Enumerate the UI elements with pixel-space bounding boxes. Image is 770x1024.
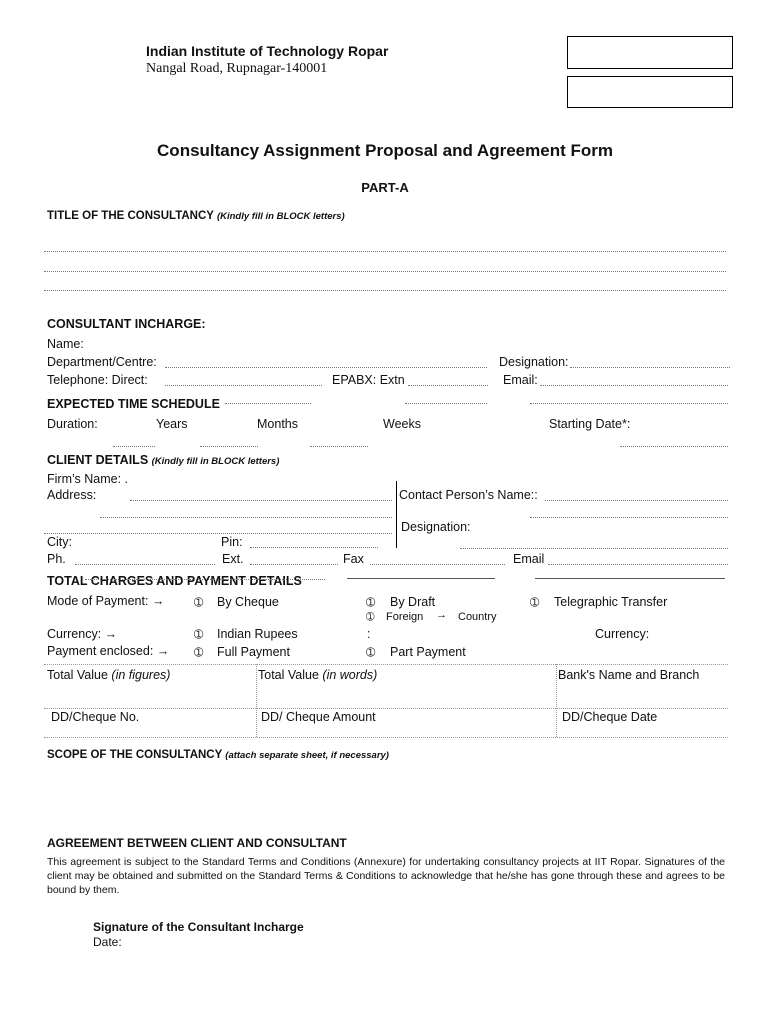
agreement-heading: AGREEMENT BETWEEN CLIENT AND CONSULTANT <box>47 836 347 850</box>
mode-of-payment-label: Mode of Payment: → <box>47 594 165 608</box>
contact-person-label: Contact Person’s Name:: <box>399 488 538 502</box>
address-field-2[interactable] <box>100 517 392 518</box>
city-label: City: <box>47 535 72 549</box>
client-designation-field[interactable] <box>460 548 728 549</box>
contact-person-field[interactable] <box>545 500 728 501</box>
signature-label: Signature of the Consultant Incharge <box>93 920 304 934</box>
telephone-label: Telephone: Direct: <box>47 373 148 387</box>
ext-label: Ext. <box>222 552 244 566</box>
epabx-label: EPABX: Extn <box>332 373 405 387</box>
client-heading: CLIENT DETAILS (Kindly fill in BLOCK letters) <box>47 453 280 467</box>
institute-name: Indian Institute of Technology Ropar <box>146 43 389 59</box>
client-divider <box>396 481 397 548</box>
indian-rupees-radio[interactable]: ➀ <box>194 628 204 641</box>
scope-heading: SCOPE OF THE CONSULTANCY (attach separate sheet, if necessary) <box>47 749 389 761</box>
charges-line-c <box>535 578 725 579</box>
foreign-label: Foreign <box>386 611 424 623</box>
foreign-radio[interactable]: ➀ <box>366 612 375 623</box>
department-label: Department/Centre: <box>47 355 157 369</box>
schedule-heading: EXPECTED TIME SCHEDULE <box>47 397 220 411</box>
payment-enclosed-label: Payment enclosed: → <box>47 644 170 658</box>
part-payment-label: Part Payment <box>390 645 466 659</box>
institute-address: Nangal Road, Rupnagar-140001 <box>146 61 328 76</box>
form-title: Consultancy Assignment Proposal and Agreement Form <box>157 141 613 160</box>
fax-field[interactable] <box>370 564 505 565</box>
months-field[interactable] <box>200 446 258 447</box>
table-col-divider-2 <box>556 664 557 737</box>
currency-colon: : <box>367 627 371 641</box>
schedule-line-c <box>530 403 728 404</box>
schedule-line-b <box>405 403 487 404</box>
full-payment-radio[interactable]: ➀ <box>194 646 204 659</box>
years-label: Years <box>156 417 188 431</box>
title-line-3[interactable] <box>44 290 726 291</box>
phone-field[interactable] <box>75 564 215 565</box>
dd-date-header: DD/Cheque Date <box>562 710 658 724</box>
schedule-line-a <box>225 403 311 404</box>
scope-note: (attach separate sheet, if necessary) <box>225 750 389 761</box>
department-field[interactable] <box>165 367 487 368</box>
email-field[interactable] <box>540 385 728 386</box>
client-email-field[interactable] <box>548 564 728 565</box>
email-label: Email: <box>503 373 538 387</box>
dd-number-header: DD/Cheque No. <box>51 710 140 724</box>
by-draft-label: By Draft <box>390 595 436 609</box>
dd-amount-header: DD/ Cheque Amount <box>261 710 376 724</box>
table-col-divider-1 <box>256 664 257 737</box>
firm-name-label: Firm’s Name: . <box>47 472 129 486</box>
agreement-text: This agreement is subject to the Standard Terms and Conditions (Annexure) for undertaking consultancy projects at IIT Ropar. Signatures of the client may be obtained and submitted on the Standard Terms & Conditions to acknowledge that he/she has gone through these and agrees to be bound by them. <box>47 856 725 896</box>
months-label: Months <box>257 417 298 431</box>
table-top-border <box>44 664 728 665</box>
arrow-icon: → <box>436 609 447 621</box>
weeks-field[interactable] <box>310 446 368 447</box>
starting-date-field[interactable] <box>620 446 728 447</box>
total-words-header: Total Value (in words) <box>258 668 378 682</box>
full-payment-label: Full Payment <box>217 645 290 659</box>
client-email-label: Email <box>513 552 545 566</box>
ext-field[interactable] <box>250 564 338 565</box>
client-designation-label: Designation: <box>401 520 471 534</box>
epabx-field[interactable] <box>408 385 488 386</box>
weeks-label: Weeks <box>383 417 421 431</box>
years-field[interactable] <box>113 446 155 447</box>
by-draft-radio[interactable]: ➀ <box>366 596 376 609</box>
title-note: (Kindly fill in BLOCK letters) <box>216 211 345 222</box>
client-note: (Kindly fill in BLOCK letters) <box>151 456 280 467</box>
part-label: PART-A <box>361 180 409 195</box>
charges-line-a <box>85 579 325 580</box>
bank-header: Bank's Name and Branch <box>558 668 700 682</box>
currency-label: Currency: → <box>47 627 118 641</box>
total-figures-header: Total Value (in figures) <box>47 668 171 682</box>
telephone-field[interactable] <box>165 385 322 386</box>
by-cheque-label: By Cheque <box>217 595 279 609</box>
telegraphic-label: Telegraphic Transfer <box>554 595 668 609</box>
contact-extra-field[interactable] <box>530 517 728 518</box>
indian-rupees-label: Indian Rupees <box>217 627 298 641</box>
designation-label: Designation: <box>499 355 569 369</box>
table-bottom-border <box>44 737 728 738</box>
pin-field[interactable] <box>250 547 378 548</box>
telegraphic-radio[interactable]: ➀ <box>530 596 540 609</box>
title-line-1[interactable] <box>44 251 726 252</box>
signature-date-label: Date: <box>93 935 122 949</box>
address-field-3[interactable] <box>44 533 392 534</box>
title-label: TITLE OF THE CONSULTANCY (Kindly fill in BLOCK letters) <box>47 210 345 222</box>
country-label: Country <box>458 611 497 623</box>
title-line-2[interactable] <box>44 271 726 272</box>
designation-field[interactable] <box>570 367 730 368</box>
part-payment-radio[interactable]: ➀ <box>366 646 376 659</box>
table-middle-border <box>44 708 728 709</box>
by-cheque-radio[interactable]: ➀ <box>194 596 204 609</box>
starting-date-label: Starting Date*: <box>549 417 631 431</box>
charges-line-b <box>347 578 495 579</box>
phone-label: Ph. <box>47 552 66 566</box>
charges-heading: TOTAL CHARGES AND PAYMENT DETAILS <box>47 574 302 588</box>
address-field-1[interactable] <box>130 500 392 501</box>
duration-label: Duration: <box>47 417 98 431</box>
address-label: Address: <box>47 488 97 502</box>
foreign-currency-label: Currency: <box>595 627 650 641</box>
consultant-heading: CONSULTANT INCHARGE: <box>47 317 206 331</box>
office-use-box-1[interactable] <box>567 36 733 69</box>
pin-label: Pin: <box>221 535 243 549</box>
fax-label: Fax <box>343 552 364 566</box>
office-use-box-2[interactable] <box>567 76 733 108</box>
consultant-name-label: Name: <box>47 337 84 351</box>
